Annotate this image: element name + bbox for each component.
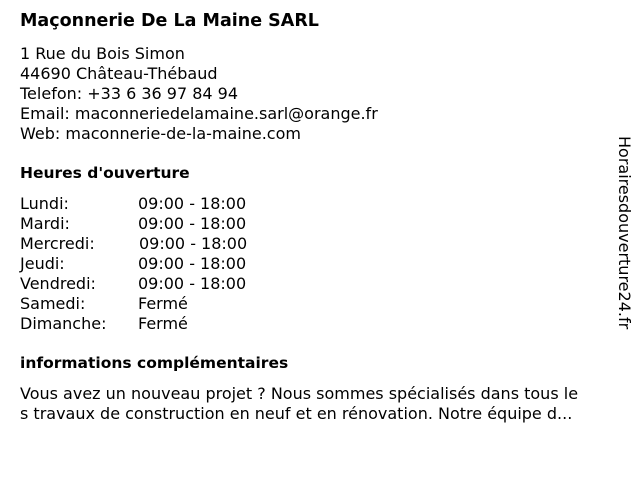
info-line: s travaux de construction en neuf et en rénovation. Notre équipe d... <box>20 404 573 423</box>
day-label: Samedi: <box>20 294 86 313</box>
contact-block <box>20 44 378 144</box>
site-watermark: Horairesdouverture24.fr <box>615 136 634 330</box>
day-time: 09:00 - 18:00 <box>138 194 247 213</box>
day-time: 09:00 - 18:00 <box>138 214 247 233</box>
day-label: Jeudi: <box>20 254 65 273</box>
day-label: Mardi: <box>20 214 70 233</box>
email-text: Email: maconneriedelamaine.sarl@orange.fr <box>20 104 378 123</box>
day-time: 09:00 - 18:00 <box>138 274 247 293</box>
day-label: Vendredi: <box>20 274 96 293</box>
day-label: Lundi: <box>20 194 69 213</box>
day-label: Dimanche: <box>20 314 107 333</box>
info-line: Vous avez un nouveau projet ? Nous sommes spécialisés dans tous le <box>20 384 579 403</box>
day-label: Mercredi: <box>20 234 95 253</box>
address-street: 1 Rue du Bois Simon <box>20 44 185 63</box>
day-time: Fermé <box>138 314 188 333</box>
web-text: Web: maconnerie-de-la-maine.com <box>20 124 301 143</box>
day-time: 09:00 - 18:00 <box>138 254 247 273</box>
info-heading: informations complémentaires <box>20 354 289 372</box>
info-text <box>20 384 626 424</box>
address-city: 44690 Château-Thébaud <box>20 64 218 83</box>
hours-heading: Heures d'ouverture <box>20 164 190 182</box>
day-time: 09:00 - 18:00 <box>139 234 248 253</box>
day-time: Fermé <box>138 294 188 313</box>
phone-text: Telefon: +33 6 36 97 84 94 <box>20 84 239 103</box>
business-name: Maçonnerie De La Maine SARL <box>20 11 319 31</box>
